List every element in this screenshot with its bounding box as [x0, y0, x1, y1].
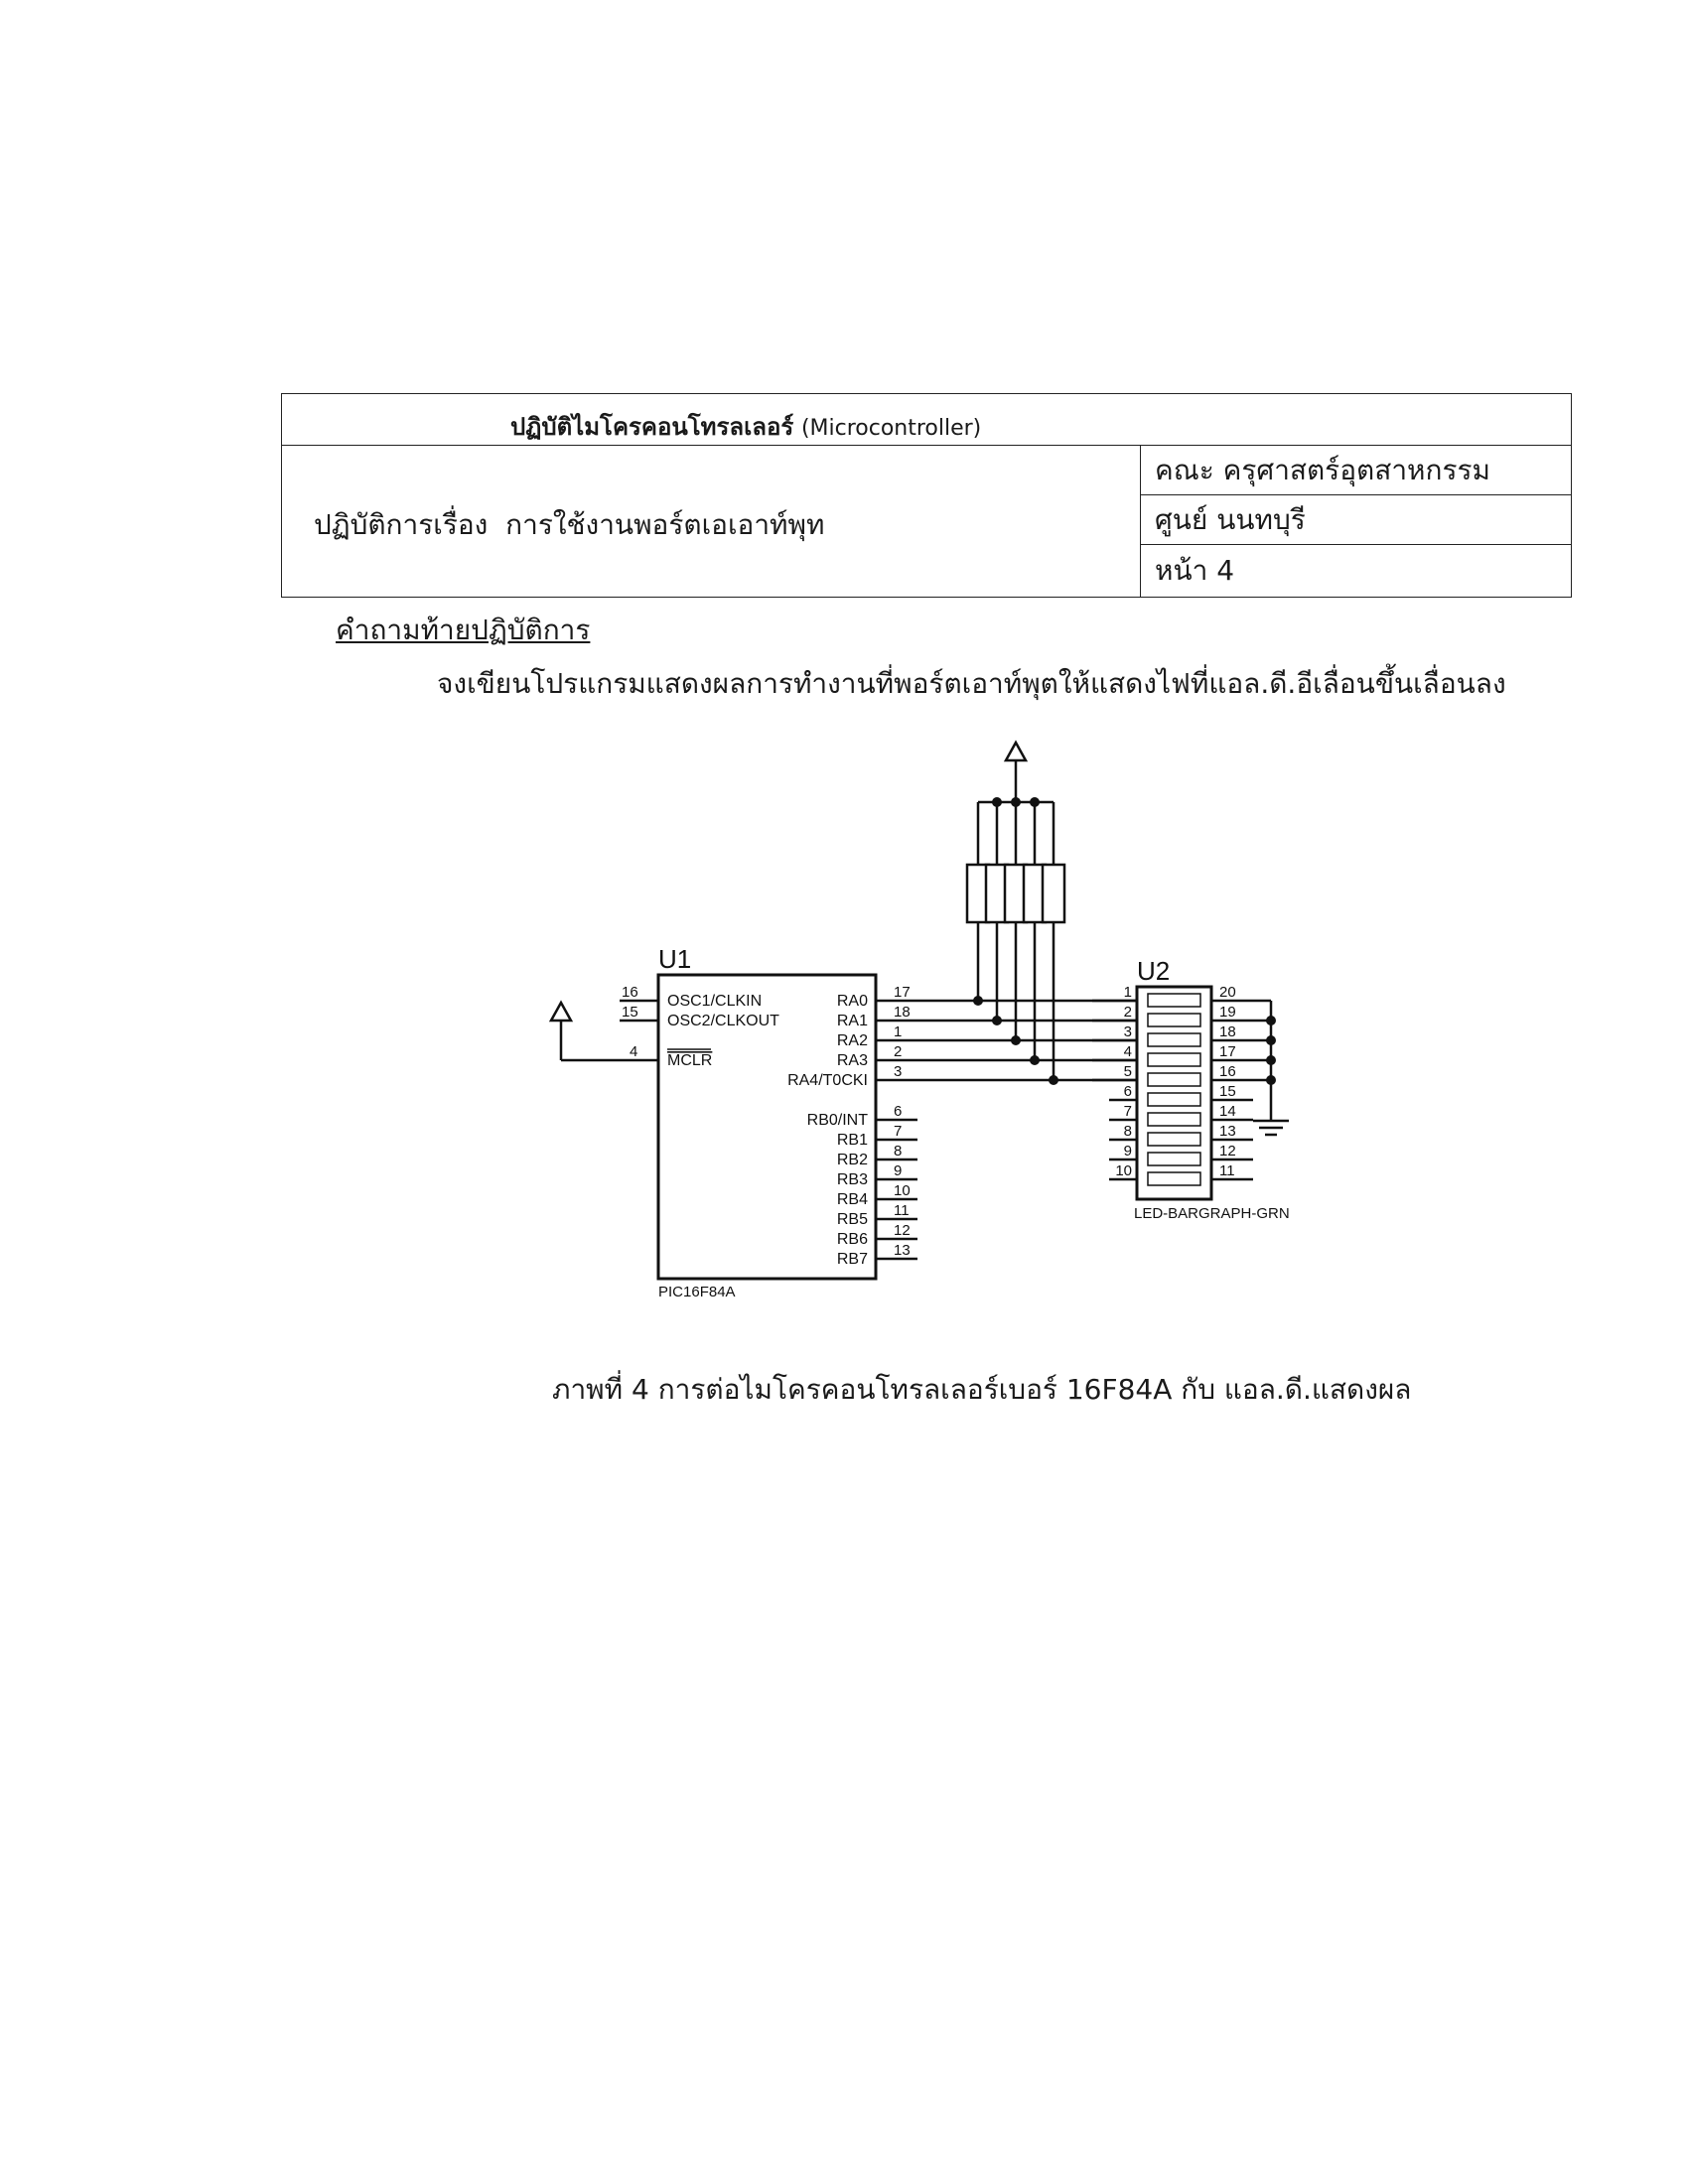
u1-pin-rb5: RB5	[836, 1211, 868, 1228]
u1-pin-rb4: RB4	[836, 1191, 868, 1208]
u1-ref: U1	[658, 944, 692, 974]
page-number-cell: หน้า 4	[1155, 554, 1235, 587]
u2-right-pin-num: 13	[1219, 1123, 1236, 1140]
course-title-en: (Microcontroller)	[800, 416, 982, 441]
u2-left-pin-num: 10	[1115, 1162, 1132, 1179]
u1-pin-num-15: 15	[622, 1004, 638, 1021]
u2-left-pin-num: 3	[1123, 1024, 1132, 1040]
u1-pin-num-17: 17	[894, 984, 911, 1001]
u1-pin-osc1: OSC1/CLKIN	[667, 993, 763, 1010]
u1-pin-num-4: 4	[630, 1043, 638, 1060]
vcc-arrow-top	[1006, 743, 1026, 802]
u2-right-pin-num: 16	[1219, 1063, 1236, 1080]
u2-left-pin-num: 8	[1123, 1123, 1132, 1140]
u2-left-pin-num: 6	[1123, 1083, 1132, 1100]
led-segment	[1148, 1133, 1200, 1146]
course-title-th: ปฏิบัติไมโครคอนโทรลเลอร์	[510, 413, 794, 441]
led-segment	[1148, 1014, 1200, 1026]
u1-pin-num-6: 6	[894, 1103, 903, 1120]
u2-left-pin-num: 1	[1123, 984, 1132, 1001]
u2-left-pin-num: 9	[1123, 1143, 1132, 1160]
u1-pin-num-1: 1	[894, 1024, 903, 1040]
u1-pin-ra2: RA2	[836, 1032, 868, 1049]
u1-pin-num-12: 12	[894, 1222, 911, 1239]
u1-pin-rb3: RB3	[836, 1171, 868, 1188]
u1-pin-num-2: 2	[894, 1043, 903, 1060]
u1-pin-num-9: 9	[894, 1162, 903, 1179]
u2-right-pin-num: 18	[1219, 1024, 1236, 1040]
led-segment	[1148, 1113, 1200, 1126]
u2-right-pin-num: 20	[1219, 984, 1236, 1001]
question-text: จงเขียนโปรแกรมแสดงผลการทำงานที่พอร์ตเอาท์พุตให้แสดงไฟที่แอล.ดี.อีเลื่อนขึ้นเลื่อนลง	[437, 667, 1506, 700]
u1-pin-rb1: RB1	[836, 1132, 868, 1149]
u1-pic16f84a	[620, 944, 917, 1300]
topic-title: ปฏิบัติการเรื่อง การใช้งานพอร์ตเอเอาท์พุท	[314, 508, 825, 541]
led-segment	[1148, 1153, 1200, 1165]
u2-left-pin-num: 2	[1123, 1004, 1132, 1021]
u1-pin-ra0: RA0	[836, 993, 868, 1010]
u1-pin-num-7: 7	[894, 1123, 903, 1140]
u1-pin-num-8: 8	[894, 1143, 903, 1160]
u2-ref: U2	[1137, 956, 1171, 986]
u1-pin-rb6: RB6	[836, 1231, 868, 1248]
u2-left-pin-num: 4	[1123, 1043, 1132, 1060]
u2-right-pin-num: 11	[1219, 1162, 1235, 1179]
led-segment	[1148, 1053, 1200, 1066]
led-segment	[1148, 1073, 1200, 1086]
u1-pin-ra4: RA4/T0CKI	[787, 1072, 868, 1089]
u1-pin-rb7: RB7	[836, 1251, 868, 1268]
u2-left-pin-num: 7	[1123, 1103, 1132, 1120]
u2-led-bargraph	[1092, 956, 1290, 1222]
u1-pin-num-10: 10	[894, 1182, 911, 1199]
u1-pin-mclr: MCLR	[667, 1052, 713, 1069]
u2-part: LED-BARGRAPH-GRN	[1134, 1205, 1290, 1222]
led-segment	[1148, 1172, 1200, 1185]
u2-right-pin-num: 17	[1219, 1043, 1236, 1060]
u1-part: PIC16F84A	[658, 1284, 736, 1300]
u1-pin-rb2: RB2	[836, 1152, 868, 1168]
u1-pin-osc2: OSC2/CLKOUT	[667, 1013, 779, 1029]
u2-left-pin-num: 5	[1123, 1063, 1132, 1080]
u1-pin-num-16: 16	[622, 984, 638, 1001]
u1-pin-num-11: 11	[894, 1202, 910, 1219]
led-segment	[1148, 1033, 1200, 1046]
led-segment	[1148, 994, 1200, 1007]
u1-pin-rb0: RB0/INT	[806, 1112, 868, 1129]
u2-right-pin-num: 19	[1219, 1004, 1236, 1021]
u1-pin-num-13: 13	[894, 1242, 911, 1259]
center-cell: ศูนย์ นนทบุรี	[1141, 495, 1571, 545]
u1-pin-num-18: 18	[894, 1004, 911, 1021]
u1-pin-ra3: RA3	[836, 1052, 868, 1069]
figure-caption: ภาพที่ 4 การต่อไมโครคอนโทรลเลอร์เบอร์ 16F84A กับ แอล.ดี.แสดงผล	[552, 1373, 1412, 1406]
u2-right-pin-num: 15	[1219, 1083, 1236, 1100]
u1-pin-num-3: 3	[894, 1063, 903, 1080]
led-segment	[1148, 1093, 1200, 1106]
u1-pin-ra1: RA1	[836, 1013, 868, 1029]
u2-right-pin-num: 12	[1219, 1143, 1236, 1160]
u2-right-pin-num: 14	[1219, 1103, 1236, 1120]
faculty-cell: คณะ ครุศาสตร์อุตสาหกรรม	[1141, 446, 1571, 495]
question-heading: คำถามท้ายปฏิบัติการ	[336, 614, 591, 646]
vcc-arrow-mclr	[551, 1003, 620, 1060]
